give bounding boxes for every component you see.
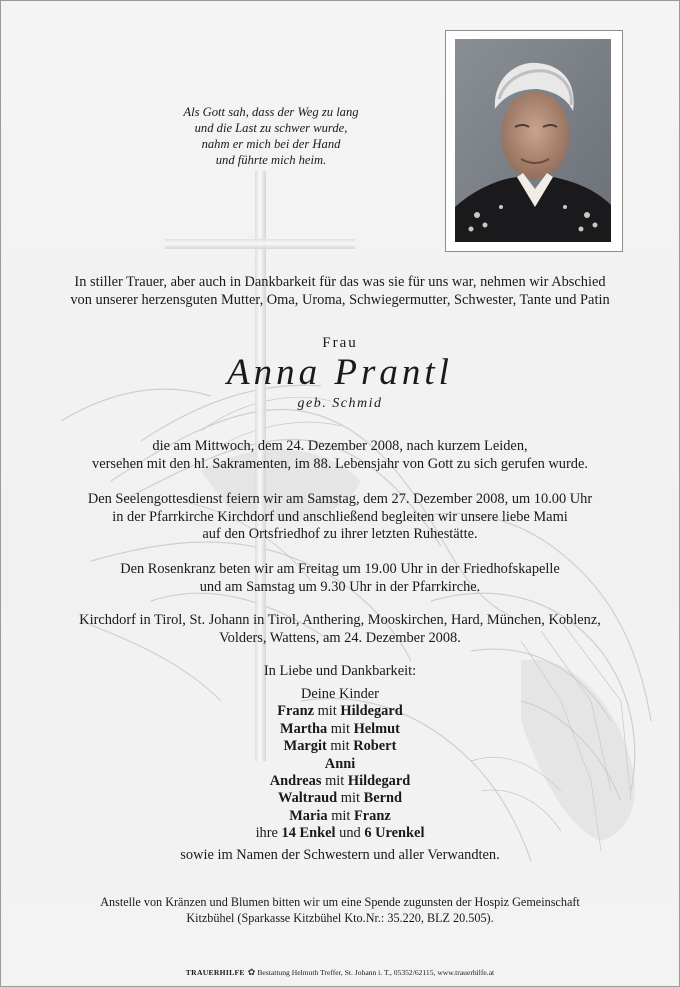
paragraph-line: auf den Ortsfriedhof zu ihrer letzten Ruhestätte. <box>202 526 478 542</box>
connector: mit <box>330 720 350 737</box>
connector: mit <box>325 773 345 790</box>
partner-name: Franz <box>354 807 391 824</box>
partner-name: Hildegard <box>340 703 403 720</box>
paragraph-line: in der Pfarrkirche Kirchdorf und anschließend begleiten wir unsere liebe Mami <box>112 508 568 525</box>
quote-line: Als Gott sah, dass der Weg zu lang <box>183 105 359 119</box>
funeral-paragraph <box>1 491 679 544</box>
intro-line: In stiller Trauer, aber auch in Dankbarkeit für das was sie für uns war, nehmen wir Abschied <box>74 274 606 290</box>
paragraph-line: die am Mittwoch, dem 24. Dezember 2008, nach kurzem Leiden, <box>152 438 528 454</box>
flower-logo-icon: ✿ <box>247 967 256 977</box>
rosary-paragraph <box>1 561 679 596</box>
mourner-row <box>1 738 679 755</box>
portrait-photo <box>455 39 611 242</box>
quote-line: und führte mich heim. <box>215 153 327 167</box>
mourner-row <box>1 808 679 825</box>
partner-name: Helmut <box>353 720 400 737</box>
connector: mit <box>331 807 351 824</box>
mourner-row <box>1 773 679 790</box>
connector: mit <box>317 703 337 720</box>
mourner-row <box>1 703 679 720</box>
donation-notice <box>1 894 679 926</box>
footer <box>1 967 679 978</box>
mourner-row <box>1 721 679 738</box>
maiden-name: geb. Schmid <box>297 396 383 411</box>
paragraph-line: Den Rosenkranz beten wir am Freitag um 19.00 Uhr in der Friedhofskapelle <box>120 561 560 577</box>
partner-name: Bernd <box>363 790 402 807</box>
grandchildren-and: und <box>339 825 361 842</box>
mourner-name: Andreas <box>269 773 322 790</box>
grandchildren-row <box>1 825 679 842</box>
donation-line: Anstelle von Kränzen und Blumen bitten wir um eine Spende zugunsten der Hospiz Gemeinschaft <box>100 895 580 909</box>
mourner-name: Franz <box>277 703 314 720</box>
places-paragraph <box>1 612 679 647</box>
footer-contact: Bestattung Helmuth Treffer, St. Johann i. T., 05352/62115, www.trauerhilfe.at <box>257 968 495 977</box>
death-paragraph <box>1 438 679 473</box>
mourner-name: Martha <box>280 720 328 737</box>
footer-brand: TRAUERHILFE <box>185 968 245 977</box>
paragraph-line: und am Samstag um 9.30 Uhr in der Pfarrkirche. <box>199 578 481 595</box>
mourner-name: Waltraud <box>278 790 338 807</box>
paragraph-line: Den Seelengottesdienst feiern wir am Samstag, dem 27. Dezember 2008, um 10.00 Uhr <box>87 491 593 507</box>
donation-line: Kitzbühel (Sparkasse Kitzbühel Kto.Nr.: 35.220, BLZ 20.505). <box>186 911 494 925</box>
connector: mit <box>330 738 350 755</box>
mourner-name: Margit <box>283 738 327 755</box>
mourner-name: Maria <box>289 807 328 824</box>
intro-line: von unserer herzensguten Mutter, Oma, Uroma, Schwiegermutter, Schwester, Tante und Patin <box>70 291 610 308</box>
intro-text <box>1 274 679 309</box>
mourner-row <box>1 756 679 773</box>
deceased-name: Anna Prantl <box>227 352 453 393</box>
closing-line: sowie im Namen der Schwestern und aller Verwandten. <box>180 847 500 863</box>
quote-line: und die Last zu schwer wurde, <box>194 121 348 135</box>
connector: mit <box>340 790 360 807</box>
mourners-list <box>1 686 679 843</box>
paragraph-line: versehen mit den hl. Sakramenten, im 88. Lebensjahr von Gott zu sich gerufen wurde. <box>92 455 588 472</box>
quote-line: nahm er mich bei der Hand <box>201 137 341 151</box>
mourner-row <box>1 790 679 807</box>
paragraph-line: Volders, Wattens, am 24. Dezember 2008. <box>219 629 461 646</box>
mourner-name: Anni <box>324 755 356 772</box>
thanks-heading: In Liebe und Dankbarkeit: <box>263 663 417 679</box>
partner-name: Hildegard <box>347 773 411 790</box>
portrait-frame <box>445 30 623 252</box>
cross-horizontal-bar <box>165 239 355 249</box>
paragraph-line: Kirchdorf in Tirol, St. Johann in Tirol, Anthering, Mooskirchen, Hard, München, Koblenz, <box>79 612 601 628</box>
partner-name: Robert <box>353 738 397 755</box>
deceased-title: Frau <box>322 335 358 351</box>
memorial-quote <box>131 104 411 168</box>
children-label: Deine Kinder <box>301 686 379 702</box>
great-grandchildren-count: 6 Urenkel <box>364 825 425 842</box>
grandchildren-prefix: ihre <box>255 825 278 842</box>
grandchildren-count: 14 Enkel <box>281 825 336 842</box>
